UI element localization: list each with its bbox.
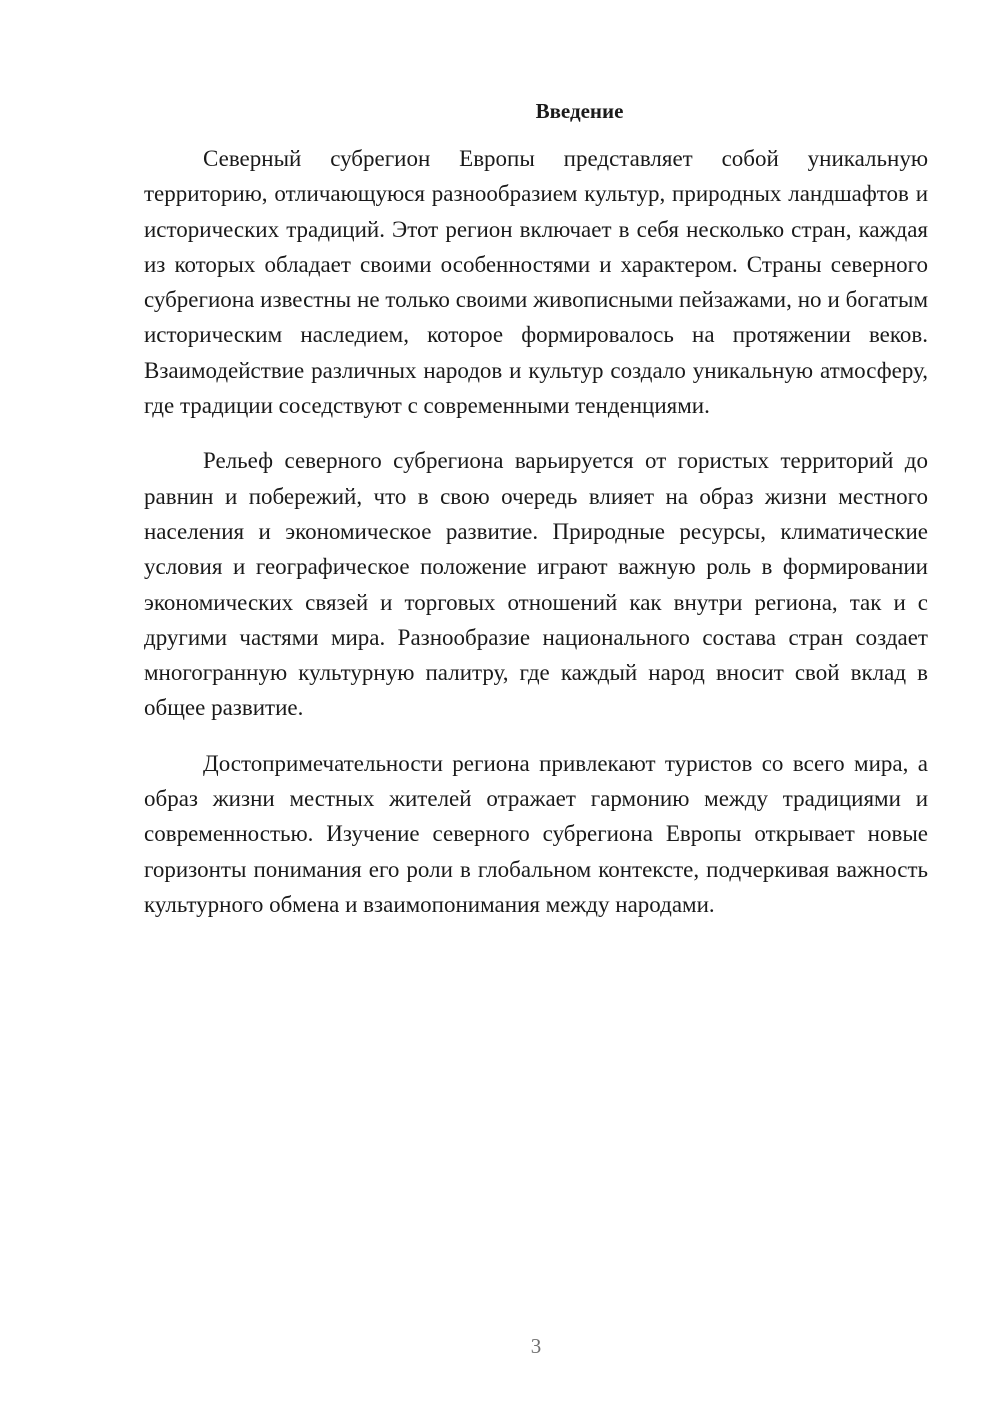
- paragraph-2: Рельеф северного субрегиона варьируется от гористых территорий до равнин и побережий, что в свою очередь влияет на образ жизни местного населения и экономическое развитие. Природные ресурсы, климатические условия и географическое положение играют важную роль в формировании экономических связей и торговых отношений как внутри региона, так и с другими частями мира. Разнообразие национального состава стран создает многогранную культурную палитру, где каждый народ вносит свой вклад в общее развитие.: [144, 448, 928, 721]
- paragraph-1: Северный субрегион Европы представляет собой уникальную территорию, отличающуюся разнообразием культур, природных ландшафтов и исторических традиций. Этот регион включает в себя несколько стран, каждая из которых обладает своими особенностями и характером. Страны северного субрегиона известны не только своими живописными пейзажами, но и богатым историческим наследием, которое формировалось на протяжении веков. Взаимодействие различных народов и культур создало уникальную атмосферу, где традиции соседствуют с современными тенденциями.: [144, 146, 928, 419]
- page-content: [144, 94, 928, 922]
- section-heading: Введение: [535, 99, 624, 123]
- page-number: 3: [530, 1334, 542, 1358]
- paragraph-3: Достопримечательности региона привлекают туристов со всего мира, а образ жизни местных жителей отражает гармонию между традициями и современностью. Изучение северного субрегиона Европы открывает новые горизонты понимания его роли в глобальном контексте, подчеркивая важность культурного обмена и взаимопонимания между народами.: [144, 750, 928, 917]
